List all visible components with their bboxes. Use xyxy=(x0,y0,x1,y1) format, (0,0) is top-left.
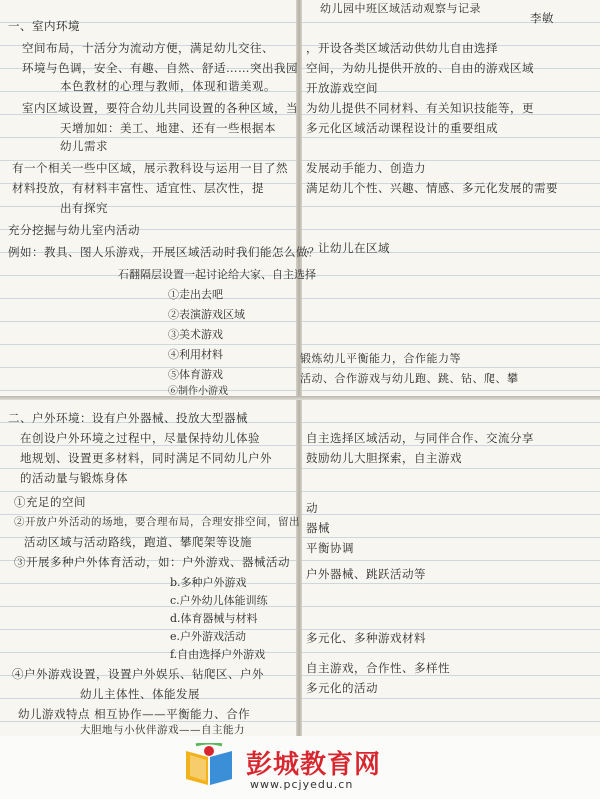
note-line: 活动区域与活动路线，跑道、攀爬架等设施 xyxy=(24,535,252,549)
note-line: 天增加如：美工、地建、还有一些根据本 xyxy=(60,121,276,135)
note-line: 有一个相关一些中区域，展示教科设与运用一目了然 xyxy=(12,161,288,175)
note-line: 锻炼幼儿平衡能力，合作能力等 xyxy=(300,352,461,365)
note-line: 的活动量与锻炼身体 xyxy=(20,471,128,485)
note-line: ②开放户外活动的场地，要合理布局，合理安排空间，留出 xyxy=(14,516,300,528)
list-item: ④利用材料 xyxy=(168,348,223,361)
note-line: 材料投放，有材料丰富性、适宜性、层次性，提 xyxy=(12,181,264,195)
note-line: 平衡协调 xyxy=(306,541,354,555)
note-line: ①充足的空间 xyxy=(14,495,86,509)
page-header-fragment: 幼儿园中班区域活动观察与记录 xyxy=(320,2,481,15)
note-line: 满足幼儿个性、兴趣、情感、多元化发展的需要 xyxy=(306,181,558,195)
note-line: 本色教材的心理与教师，体现和谐美观。 xyxy=(60,79,276,93)
list-item: ③美术游戏 xyxy=(168,328,223,341)
list-item: d.体育器械与材料 xyxy=(170,612,258,625)
note-line: 幼儿游戏特点 相互协作——平衡能力、合作 xyxy=(18,707,251,721)
list-item: ⑥制作小游戏 xyxy=(168,386,228,397)
note-line: 室内区域设置，要符合幼儿共同设置的各种区域，当 xyxy=(22,101,298,115)
note-line: 例如：教具、图人乐游戏，开展区域活动时我们能怎么做？ xyxy=(8,245,320,259)
list-item: b.多种户外游戏 xyxy=(170,576,247,589)
note-line: 活动、合作游戏与幼儿跑、跳、钻、爬、攀 xyxy=(300,372,519,385)
note-line: 为幼儿提供不同材料、有关知识技能等，更 xyxy=(306,101,534,115)
note-line: 自主选择区域活动，与同伴合作、交流分享 xyxy=(306,431,534,445)
note-line: 空间，为幼儿提供开放的、自由的游戏区域 xyxy=(306,61,534,75)
note-line: 地规划、设置更多材料，同时满足不同幼儿户外 xyxy=(20,451,272,465)
list-item: c.户外幼儿体能训练 xyxy=(170,594,268,607)
note-line: 自主游戏，合作性、多样性 xyxy=(306,661,450,675)
note-line: ，开设各类区域活动供幼儿自由选择 xyxy=(306,41,498,55)
list-heading: 石翻隔层设置一起讨论给大家、自主选择 xyxy=(118,268,316,281)
note-line: 发展动手能力、创造力 xyxy=(306,161,426,175)
note-line: 环境与色调，安全、有趣、自然、舒适……突出我园 xyxy=(22,61,298,75)
note-line: 多元化、多种游戏材料 xyxy=(306,631,426,645)
note-line: ③开展多种户外体育活动，如：户外游戏、器械活动 xyxy=(14,555,290,569)
note-line: 多元化区域活动课程设计的重要组成 xyxy=(306,121,498,135)
note-line: 在创设户外环境之过程中，尽量保持幼儿体验 xyxy=(20,431,260,445)
site-brand: 彭城教育网 xyxy=(246,750,382,780)
author-name: 李敏 xyxy=(530,11,554,25)
site-url: www.pcjyedu.cn xyxy=(250,778,354,791)
note-line: 二、户外环境：设有户外器械、投放大型器械 xyxy=(8,411,248,425)
list-item: ⑤体育游戏 xyxy=(168,368,223,381)
note-line: 充分挖掘与幼儿室内活动 xyxy=(8,223,140,237)
note-line: 大胆地与小伙伴游戏——自主能力 xyxy=(80,724,245,736)
list-item: ②表演游戏区域 xyxy=(168,308,245,321)
note-line: 动 xyxy=(306,501,318,515)
note-line: 多元化的活动 xyxy=(306,681,378,695)
book-logo-icon xyxy=(182,743,236,789)
section-heading: 一、室内环境 xyxy=(8,19,80,33)
note-line: 出有探究 xyxy=(60,201,108,215)
note-line: ④户外游戏设置，设置户外娱乐、钻爬区、户外 xyxy=(12,667,264,681)
note-line: 开放游戏空间 xyxy=(306,81,378,95)
note-line: 幼儿需求 xyxy=(60,139,108,153)
note-line: 幼儿主体性、体能发展 xyxy=(80,687,200,701)
list-item: f.自由选择户外游戏 xyxy=(170,648,266,661)
note-line: 户外器械、跳跃活动等 xyxy=(306,567,426,581)
note-line: 鼓励幼儿大胆探索，自主游戏 xyxy=(306,451,462,465)
note-line: ，让幼儿在区域 xyxy=(306,241,390,255)
note-line: 器械 xyxy=(306,521,330,535)
notebook-spine xyxy=(296,400,302,736)
note-line: 空间布局，十活分为流动方便，满足幼儿交往、 xyxy=(22,41,274,55)
list-item: ①走出去吧 xyxy=(168,288,223,301)
list-item: e.户外游戏活动 xyxy=(170,630,247,643)
